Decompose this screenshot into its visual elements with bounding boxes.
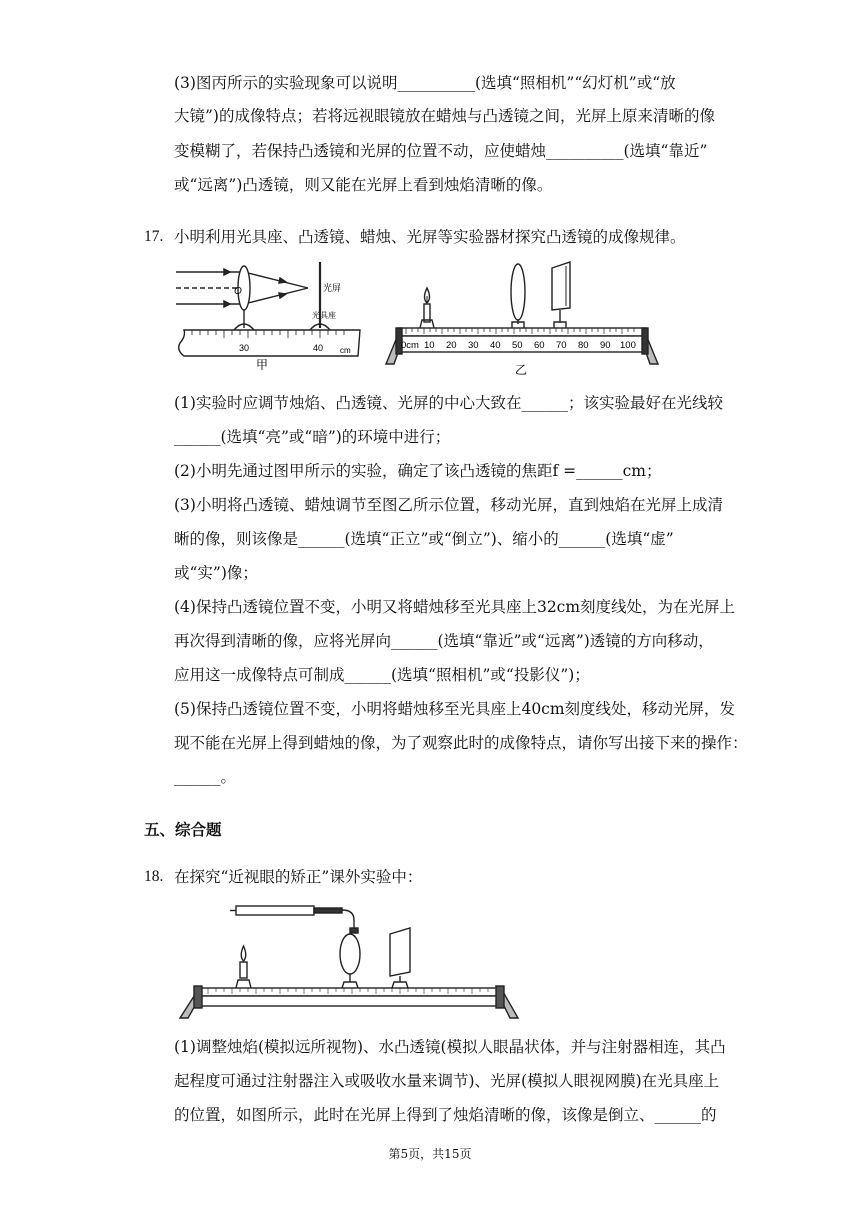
q17-line-3: (2)小明先通过图甲所示的实验，确定了该凸透镜的焦距f =______cm； [174,462,662,480]
tick-label-40: 40 [313,343,324,353]
q17-line-11: 现不能在光屏上得到蜡烛的像，为了观察此时的成像特点，请你写出接下来的操作： [174,734,748,752]
tick-50: 50 [512,340,523,351]
q17-line-8: 再次得到清晰的像，应将光屏向______(选填“靠近”或“远离”)透镜的方向移动， [174,632,714,650]
page-footer: 第5页，共15页 [388,1147,472,1161]
q17-line-7: (4)保持凸透镜位置不变，小明又将蜡烛移至光具座上32cm刻度线处，为在光屏上 [174,598,736,616]
tick-70: 70 [556,340,567,351]
tick-30: 30 [468,340,479,351]
q16-line-1: (3)图丙所示的实验现象可以说明__________(选填“照相机”“幻灯机”或“放 [174,74,676,92]
q18-line-1: (1)调整烛焰(模拟远所视物)、水凸透镜(模拟人眼晶状体，并与注射器相连，其凸 [174,1038,726,1056]
tick-20: 20 [446,340,457,351]
question-stem: 在探究“近视眼的矫正”课外实验中： [174,868,423,886]
q16-line-2: 大镜”)的成像特点；若将远视眼镜放在蜡烛与凸透镜之间，光屏上原来清晰的像 [174,107,715,125]
caption-yi: 乙 [515,363,528,376]
tick-80: 80 [578,340,589,351]
tick-90: 90 [600,340,611,351]
q16-line-3: 变模糊了，若保持凸透镜和光屏的位置不动，应使蜡烛__________(选填“靠近” [174,142,708,160]
q17-line-6: 或“实”)像； [174,564,258,582]
q17-line-1: (1)实验时应调节烛焰、凸透镜、光屏的中心大致在______；该实验最好在光线较 [174,394,723,412]
label-O: O [234,286,242,297]
tick-label-30: 30 [239,343,250,353]
question-stem: 小明利用光具座、凸透镜、蜡烛、光屏等实验器材探究凸透镜的成像规律。 [174,228,686,246]
q18-line-2: 起程度可通过注射器注入或吸收水量来调节)、光屏(模拟人眼视网膜)在光具座上 [174,1072,720,1090]
q17-line-9: 应用这一成像特点可制成______(选填“照相机”或“投影仪”)； [174,666,590,684]
tick-10: 10 [424,340,435,351]
q17-line-5: 晰的像，则该像是______(选填“正立”或“倒立”)、缩小的______(选填“虚” [174,530,674,548]
figure-myopia-setup [174,898,524,1022]
question-number: 18. [144,868,164,885]
tick-0: 0cm [401,340,419,351]
tick-100: 100 [620,340,636,351]
tick-60: 60 [534,340,545,351]
figure-yi [382,254,662,376]
label-bench: 光具座 [312,311,336,320]
label-screen: 光屏 [323,283,342,293]
q17-line-12: ______。 [174,768,237,786]
q17-line-2: ______(选填“亮”或“暗”)的环境中进行； [174,428,451,446]
figure-jia [172,258,364,370]
q18-line-3: 的位置，如图所示，此时在光屏上得到了烛焰清晰的像，该像是倒立、______的 [174,1106,717,1124]
q16-line-4: 或“远离”)凸透镜，则又能在光屏上看到烛焰清晰的像。 [174,176,553,194]
section-heading: 五、综合题 [144,820,222,839]
caption-jia: 甲 [256,358,269,370]
question-number: 17. [144,228,164,245]
unit-label: cm [340,346,351,355]
tick-40: 40 [490,340,501,351]
ruler-ticks-jia [192,330,344,338]
q17-line-4: (3)小明将凸透镜、蜡烛调节至图乙所示位置，移动光屏，直到烛焰在光屏上成清 [174,496,723,514]
q17-line-10: (5)保持凸透镜位置不变，小明将蜡烛移至光具座上40cm刻度线处，移动光屏，发 [174,700,736,718]
